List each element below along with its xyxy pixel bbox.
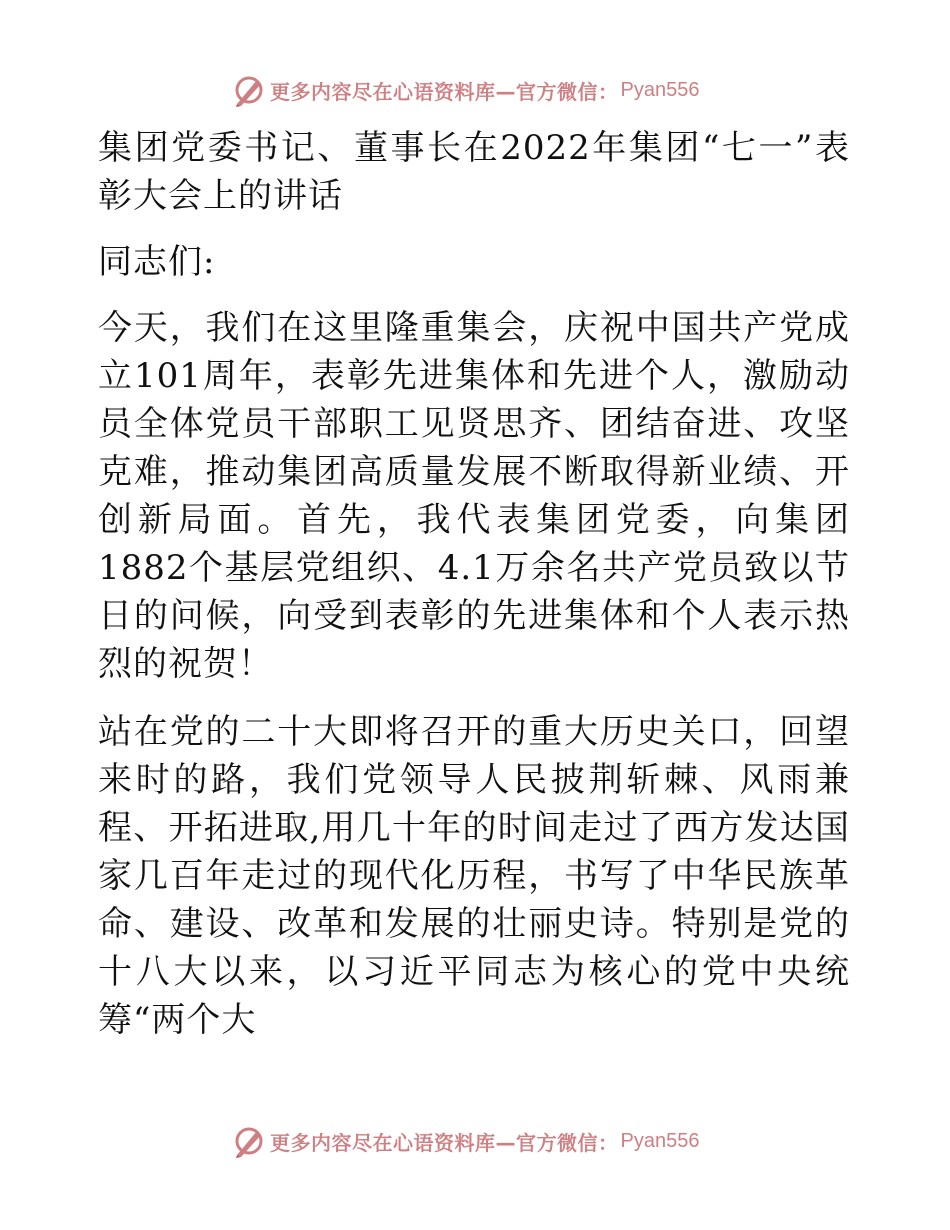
watermark-text: 更多内容尽在心语资料库—官方微信： <box>270 1130 619 1155</box>
salutation: 同志们: <box>98 242 216 282</box>
paragraph-1: 今天，我们在这里隆重集会，庆祝中国共产党成立101周年，表彰先进集体和先进个人，激励动员全体党员干部职工见贤思齐、团结奋进、攻坚克难，推动集团高质量发展不断取得新业绩、开创新局面。首先，我代表集团党委，向集团1882个基层党组织、4.1万余名共产党员致以节日的问候，向受到表彰的先进集体和个人表示热烈的祝贺！ <box>98 308 850 684</box>
watermark-footer <box>232 1124 699 1158</box>
pen-logo-icon <box>232 73 266 107</box>
document-body <box>98 124 850 1044</box>
watermark-header <box>232 73 699 107</box>
watermark-wechat-id: Pyan556 <box>620 1129 700 1152</box>
paragraph-2: 站在党的二十大即将召开的重大历史关口，回望来时的路，我们党领导人民披荆斩棘、风雨兼程、开拓进取,用几十年的时间走过了西方发达国家几百年走过的现代化历程，书写了中华民族革命、建设、改革和发展的壮丽史诗。特别是党的十八大以来，以习近平同志为核心的党中央统筹“两个大 <box>98 712 850 1040</box>
watermark-text: 更多内容尽在心语资料库—官方微信： <box>270 79 619 104</box>
pen-logo-icon <box>232 1124 266 1158</box>
document-title: 集团党委书记、董事长在2022年集团“七一”表彰大会上的讲话 <box>98 128 850 216</box>
watermark-wechat-id: Pyan556 <box>620 78 700 101</box>
